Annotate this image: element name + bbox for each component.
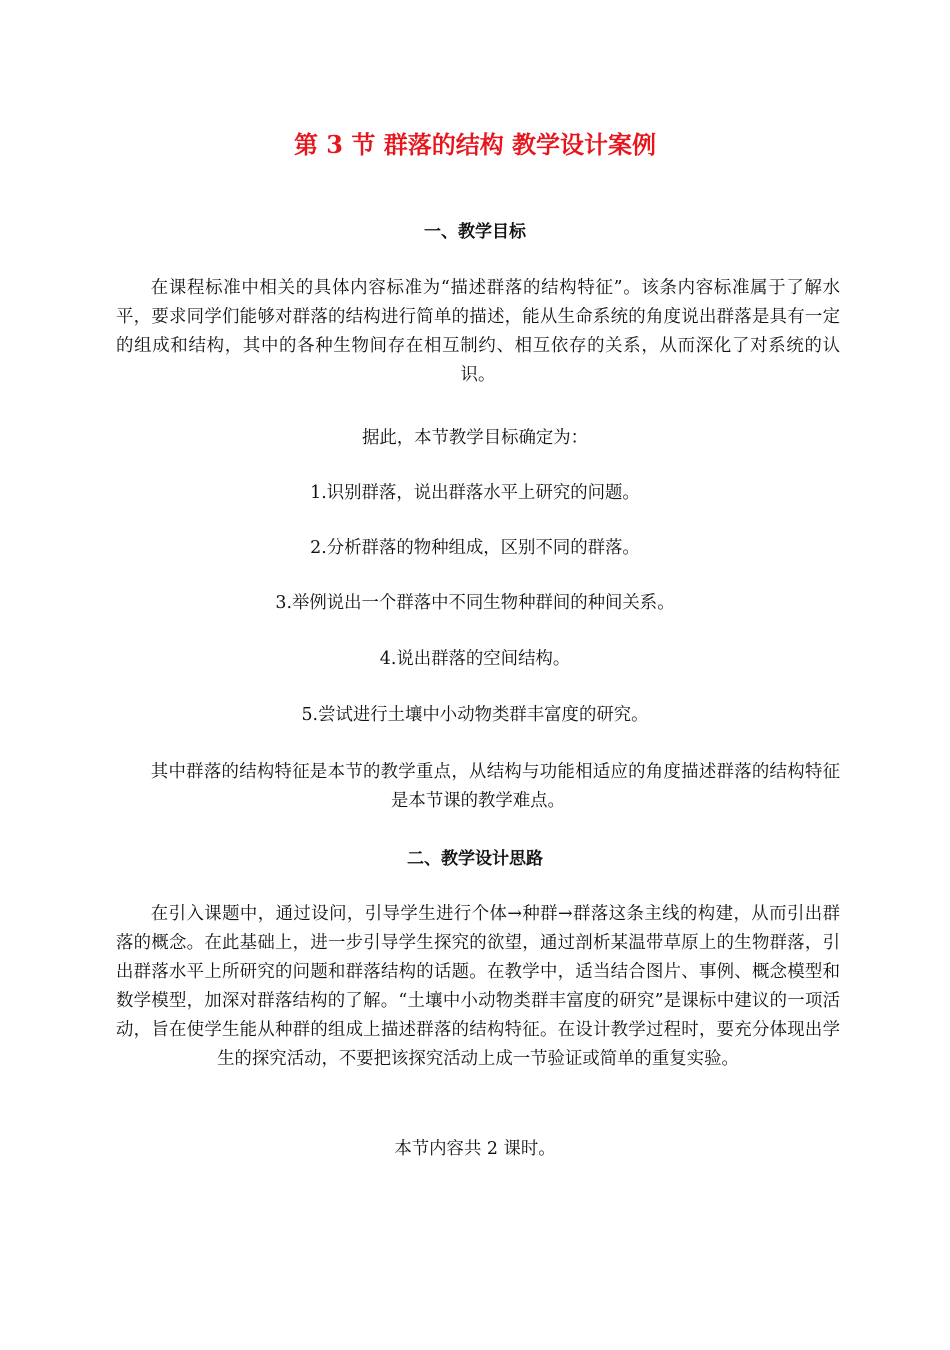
goal-item-5: 5.尝试进行土壤中小动物类群丰富度的研究。 (301, 705, 649, 725)
document-title: 第 3 节 群落的结构 教学设计案例 (293, 130, 657, 159)
paragraph-class-hours: 本节内容共 2 课时。 (394, 1139, 556, 1159)
goal-item-4: 4.说出群落的空间结构。 (379, 649, 571, 669)
goal-item-2: 2.分析群落的物种组成，区别不同的群落。 (310, 538, 640, 558)
section-heading-design-approach: 二、教学设计思路 (407, 849, 543, 869)
section-heading-teaching-goals: 一、教学目标 (424, 222, 526, 242)
paragraph-curriculum-standard: 在课程标准中相关的具体内容标准为“描述群落的结构特征”。该条内容标准属于了解水平，要求同学们能够对群落的结构进行简单的描述，能从生命系统的角度说出群落是具有一定的组成和结构，其中的各种生物间存在相互制约、相互依存的关系，从而深化了对系统的认识。 (116, 278, 840, 385)
paragraph-design-approach: 在引入课题中，通过设问，引导学生进行个体→种群→群落这条主线的构建，从而引出群落的概念。在此基础上，进一步引导学生探究的欲望，通过剖析某温带草原上的生物群落，引出群落水平上所研究的问题和群落结构的话题。在教学中，适当结合图片、事例、概念模型和数学模型，加深对群落结构的了解。“土壤中小动物类群丰富度的研究”是课标中建议的一项活动，旨在使学生能从种群的组成上描述群落的结构特征。在设计教学过程时，要充分体现出学生的探究活动，不要把该探究活动上成一节验证或简单的重复实验。 (116, 904, 840, 1069)
paragraph-focus-difficulty: 其中群落的结构特征是本节的教学重点，从结构与功能相适应的角度描述群落的结构特征是本节课的教学难点。 (150, 762, 840, 811)
goal-item-1: 1.识别群落，说出群落水平上研究的问题。 (310, 483, 640, 503)
goal-item-3: 3.举例说出一个群落中不同生物种群间的种间关系。 (275, 593, 675, 613)
paragraph-goals-lead: 据此，本节教学目标确定为： (361, 428, 589, 448)
